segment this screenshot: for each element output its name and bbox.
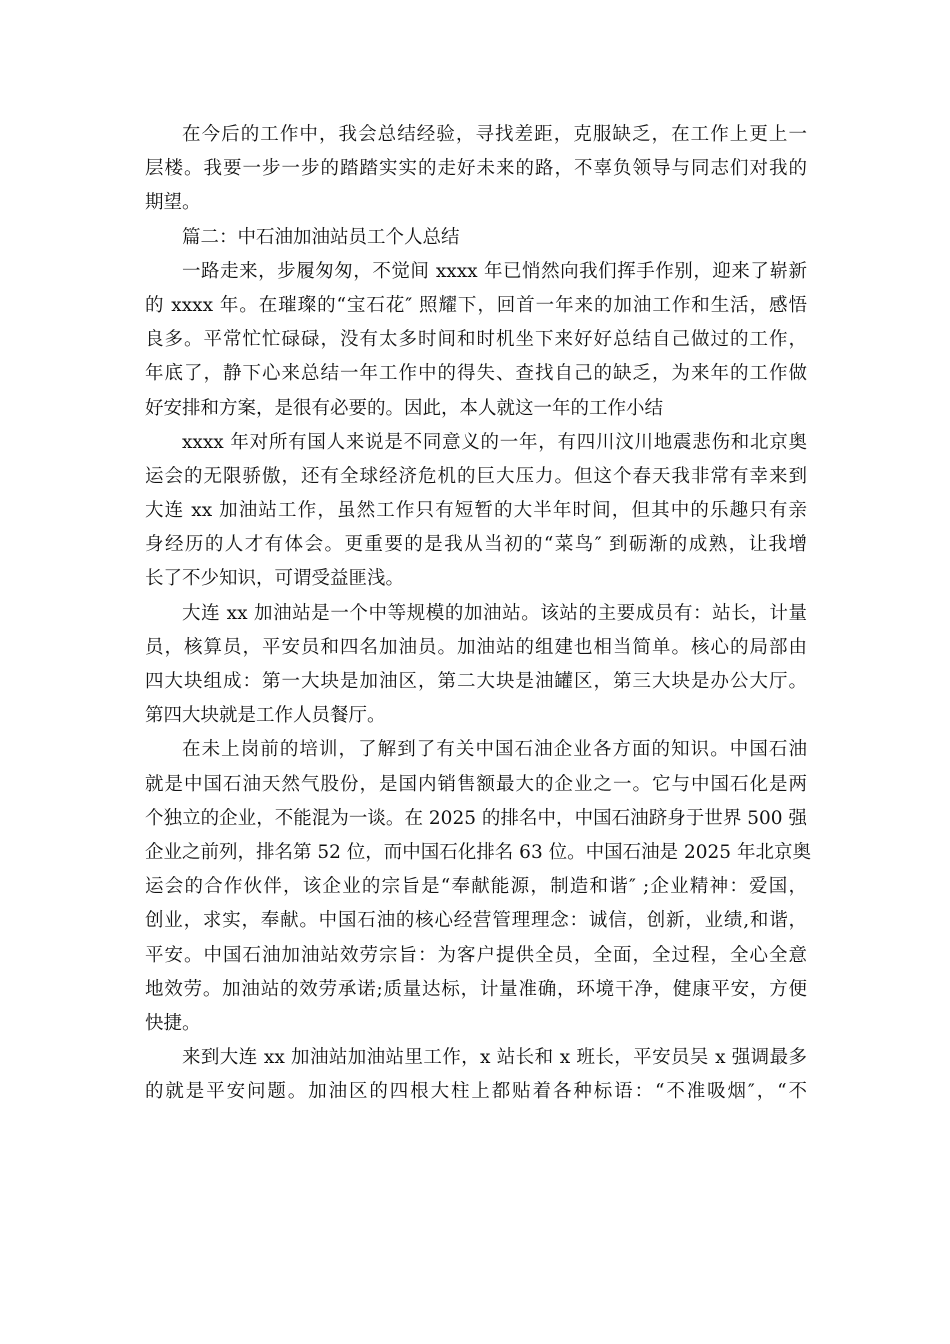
text-line: 大连 xx 加油站是一个中等规模的加油站。该站的主要成员有：站长，计量 — [182, 602, 807, 624]
text-line: 企业之前列，排名第 52 位，而中国石化排名 63 位。中国石油是 2025 年北京奥 — [145, 841, 811, 863]
text-line: 良多。平常忙忙碌碌，没有太多时间和时机坐下来好好总结自己做过的工作， — [145, 329, 807, 351]
text-line: 期望。 — [145, 192, 201, 214]
text-line: 一路走来，步履匆匆，不觉间 xxxx 年已悄然向我们挥手作别，迎来了崭新 — [182, 260, 807, 282]
paragraph-intro — [145, 255, 807, 426]
text-line: 地效劳。加油站的效劳承诺;质量达标，计量准确，环境干净，健康平安，方便 — [145, 978, 807, 1000]
text-line: 第四大块就是工作人员餐厅。 — [145, 705, 386, 727]
document-page — [145, 118, 811, 1109]
text-line: 好安排和方案，是很有必要的。因此，本人就这一年的工作小结 — [145, 397, 664, 419]
section-heading — [145, 221, 807, 255]
paragraph-safety — [145, 1041, 807, 1109]
text-line: 在今后的工作中，我会总结经验，寻找差距，克服缺乏，在工作上更上一 — [182, 124, 807, 145]
text-line: 大连 xx 加油站工作，虽然工作只有短暂的大半年时间，但其中的乐趣只有亲 — [145, 500, 807, 522]
section-title: 篇二：中石油加油站员工个人总结 — [182, 226, 460, 248]
paragraph-closing — [145, 118, 807, 221]
text-line: 平安。中国石油加油站效劳宗旨：为客户提供全员，全面，全过程，全心全意 — [145, 944, 807, 966]
text-line: 在未上岗前的培训，了解到了有关中国石油企业各方面的知识。中国石油 — [182, 739, 807, 761]
paragraph-training — [145, 733, 811, 1041]
text-line: xxxx 年对所有国人来说是不同意义的一年，有四川汶川地震悲伤和北京奥 — [182, 431, 807, 453]
text-line: 就是中国石油天然气股份，是国内销售额最大的企业之一。它与中国石化是两 — [145, 773, 807, 795]
text-line: 运会的合作伙伴，该企业的宗旨是“奉献能源，制造和谐″ ;企业精神：爱国， — [145, 876, 807, 898]
text-line: 运会的无限骄傲，还有全球经济危机的巨大压力。但这个春天我非常有幸来到 — [145, 465, 807, 487]
text-line: 层楼。我要一步一步的踏踏实实的走好未来的路，不辜负领导与同志们对我的 — [145, 158, 807, 180]
text-line: 个独立的企业，不能混为一谈。在 2025 的排名中，中国石油跻身于世界 500 强 — [145, 807, 807, 829]
text-line: 的 xxxx 年。在璀璨的“宝石花″ 照耀下，回首一年来的加油工作和生活，感悟 — [145, 294, 807, 316]
text-line: 快捷。 — [145, 1012, 201, 1034]
paragraph-year — [145, 426, 807, 597]
text-line: 身经历的人才有体会。更重要的是我从当初的“菜鸟″ 到砺渐的成熟，让我增 — [145, 534, 807, 556]
text-line: 员，核算员，平安员和四名加油员。加油站的组建也相当简单。核心的局部由 — [145, 636, 807, 658]
text-line: 长了不少知识，可谓受益匪浅。 — [145, 568, 405, 590]
text-line: 创业，求实，奉献。中国石油的核心经营管理理念：诚信，创新，业绩,和谐， — [145, 910, 807, 932]
paragraph-station — [145, 597, 807, 734]
text-line: 四大块组成：第一大块是加油区，第二大块是油罐区，第三大块是办公大厅。 — [145, 671, 807, 692]
text-line: 年底了，静下心来总结一年工作中的得失、查找自己的缺乏，为来年的工作做 — [145, 363, 807, 385]
text-line: 来到大连 xx 加油站加油站里工作，x 站长和 x 班长，平安员吴 x 强调最多 — [182, 1047, 807, 1069]
text-line: 的就是平安问题。加油区的四根大柱上都贴着各种标语：“不准吸烟″，“不 — [145, 1081, 807, 1103]
